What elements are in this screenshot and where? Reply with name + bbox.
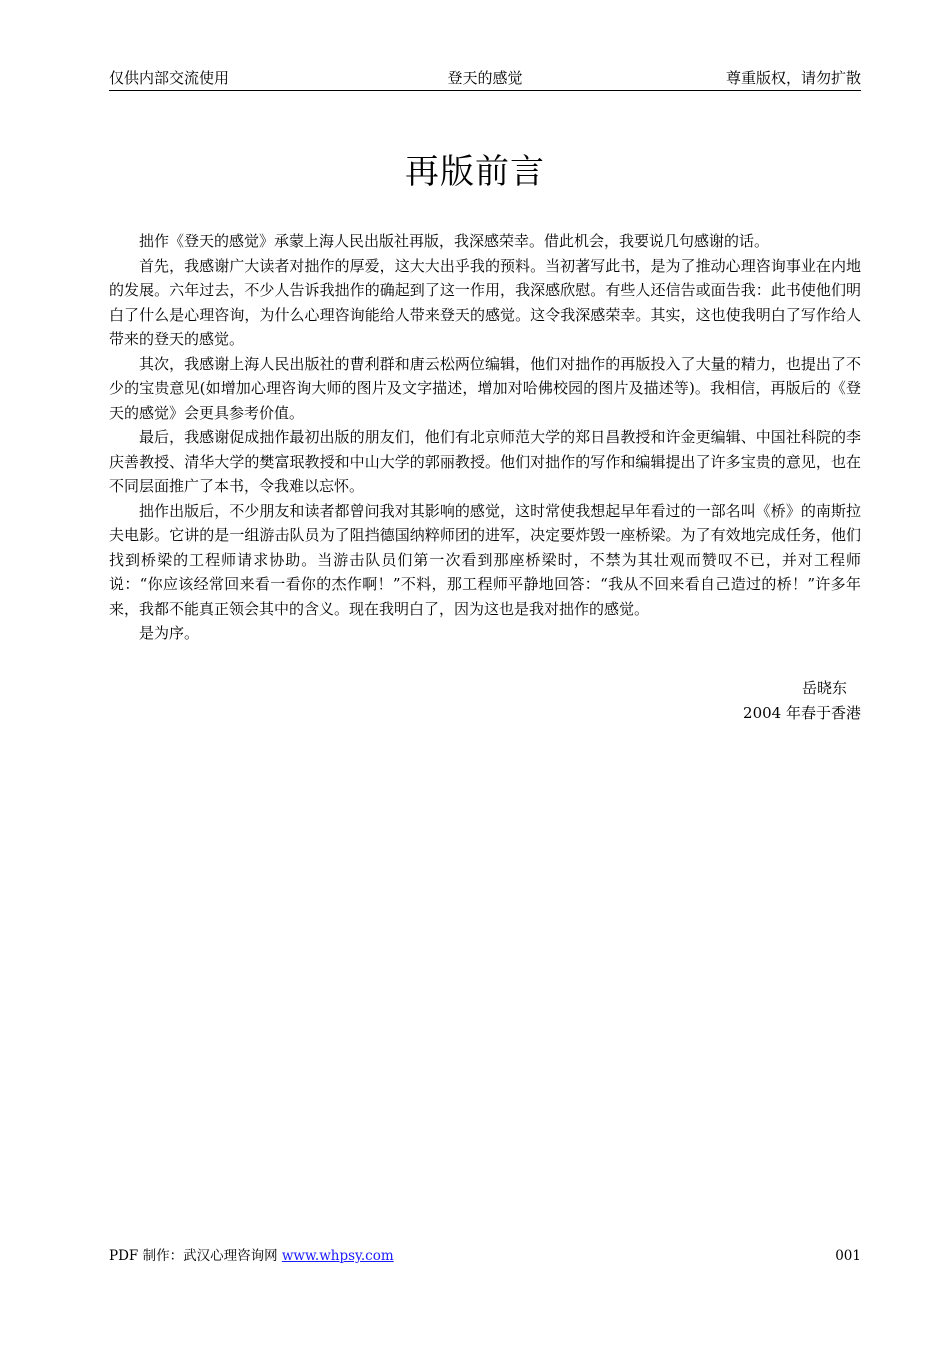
page-title: 再版前言 [405, 152, 545, 192]
paragraph-2: 首先，我感谢广大读者对拙作的厚爱，这大大出乎我的预料。当初著写此书，是为了推动心理咨询事业在内地的发展。六年过去，不少人告诉我拙作的确起到了这一作用，我深感欣慰。有些人还信告或面告我：此书使他们明白了什么是心理咨询，为什么心理咨询能给人带来登天的感觉。这令我深感荣幸。其实，这也使我明白了写作给人带来的登天的感觉。 [109, 256, 861, 348]
footer-credit [109, 1246, 394, 1266]
paragraph-4: 最后，我感谢促成拙作最初出版的朋友们，他们有北京师范大学的郑日昌教授和许金更编辑、中国社科院的李庆善教授、清华大学的樊富珉教授和中山大学的郭丽教授。他们对拙作的写作和编辑提出了许多宝贵的意见，也在不同层面推广了本书，令我难以忘怀。 [109, 428, 861, 495]
signature-date: 2004 年春于香港 [743, 703, 861, 722]
paragraph-6: 是为序。 [139, 624, 200, 642]
paragraph-5: 拙作出版后，不少朋友和读者都曾问我对其影响的感觉，这时常使我想起早年看过的一部名叫《桥》的南斯拉夫电影。它讲的是一组游击队员为了阻挡德国纳粹师团的进军，决定要炸毁一座桥梁。为了有效地完成任务，他们找到桥梁的工程师请求协助。当游击队员们第一次看到那座桥梁时，不禁为其壮观而赞叹不已，并对工程师说：“你应该经常回来看一看你的杰作啊！”不料，那工程师平静地回答：“我从不回来看自己造过的桥！”许多年来，我都不能真正领会其中的含义。现在我明白了，因为这也是我对拙作的感觉。 [109, 501, 861, 618]
page-footer [109, 1246, 861, 1266]
header-book-title: 登天的感觉 [447, 69, 523, 87]
header-left-text: 仅供内部交流使用 [109, 69, 230, 87]
page-number: 001 [835, 1248, 861, 1264]
preface-body [109, 229, 861, 646]
paragraph-1: 拙作《登天的感觉》承蒙上海人民出版社再版，我深感荣幸。借此机会，我要说几句感谢的话。 [139, 232, 770, 250]
page-header [109, 68, 861, 91]
signature-block [743, 676, 861, 725]
header-right-text: 尊重版权，请勿扩散 [725, 69, 861, 87]
paragraph-3: 其次，我感谢上海人民出版社的曹利群和唐云松两位编辑，他们对拙作的再版投入了大量的精力，也提出了不少的宝贵意见(如增加心理咨询大师的图片及文字描述，增加对哈佛校园的图片及描述等)。我相信，再版后的《登天的感觉》会更具参考价值。 [109, 354, 861, 422]
footer-label: PDF 制作：武汉心理咨询网 [109, 1248, 282, 1264]
author-name: 岳晓东 [801, 679, 847, 697]
footer-website-link[interactable]: www.whpsy.com [281, 1248, 394, 1264]
